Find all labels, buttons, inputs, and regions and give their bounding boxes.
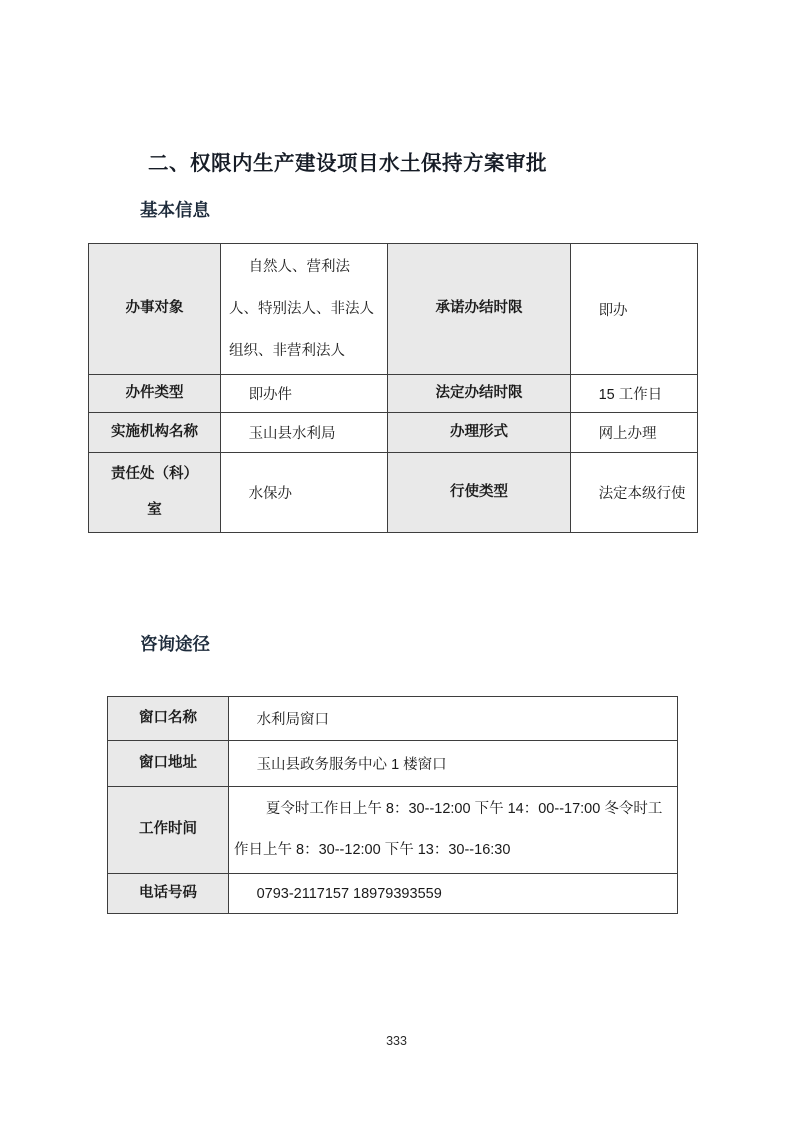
- table-row: [89, 453, 698, 533]
- section-heading-basic-info: 基本信息: [140, 200, 210, 220]
- table-row: [89, 375, 698, 413]
- consult-table: [107, 696, 678, 914]
- row-header-cell: 办事对象: [89, 244, 221, 375]
- table-row: [108, 741, 678, 787]
- table-row: [89, 413, 698, 453]
- row-value-cell: 水利局窗口: [229, 697, 678, 741]
- row-value-cell: 法定本级行使: [571, 453, 698, 533]
- page-number: 333: [386, 1034, 407, 1048]
- row-header-cell: 窗口名称: [108, 697, 229, 741]
- row-header-cell: 窗口地址: [108, 741, 229, 787]
- row-header-cell: 电话号码: [108, 874, 229, 914]
- basic-info-table: [88, 243, 698, 533]
- row-value-cell: 夏令时工作日上午 8：30--12:00 下午 14：00--17:00 冬令时工作日上午 8：30--12:00 下午 13：30--16:30: [229, 787, 678, 874]
- row-header-cell: 实施机构名称: [89, 413, 221, 453]
- row-header-cell: 法定办结时限: [388, 375, 571, 413]
- row-value-cell: 玉山县政务服务中心 1 楼窗口: [229, 741, 678, 787]
- table-row: [108, 697, 678, 741]
- doc-title: 二、权限内生产建设项目水土保持方案审批: [148, 152, 547, 175]
- section-heading-consult: 咨询途径: [140, 634, 210, 654]
- row-value-cell: 网上办理: [571, 413, 698, 453]
- table-row: [89, 244, 698, 375]
- row-value-cell: 即办: [571, 244, 698, 375]
- row-header-cell: 责任处（科）室: [89, 453, 221, 533]
- row-value-cell: 玉山县水利局: [221, 413, 388, 453]
- row-value-cell: 自然人、营利法人、特别法人、非法人组织、非营利法人: [221, 244, 388, 375]
- row-header-cell: 工作时间: [108, 787, 229, 874]
- row-value-cell: 水保办: [221, 453, 388, 533]
- table-row: [108, 787, 678, 874]
- table-row: [108, 874, 678, 914]
- row-header-cell: 办理形式: [388, 413, 571, 453]
- row-value-cell: 15 工作日: [571, 375, 698, 413]
- row-value-cell: 0793-2117157 18979393559: [229, 874, 678, 914]
- row-header-cell: 承诺办结时限: [388, 244, 571, 375]
- row-value-cell: 即办件: [221, 375, 388, 413]
- row-header-cell: 办件类型: [89, 375, 221, 413]
- row-header-cell: 行使类型: [388, 453, 571, 533]
